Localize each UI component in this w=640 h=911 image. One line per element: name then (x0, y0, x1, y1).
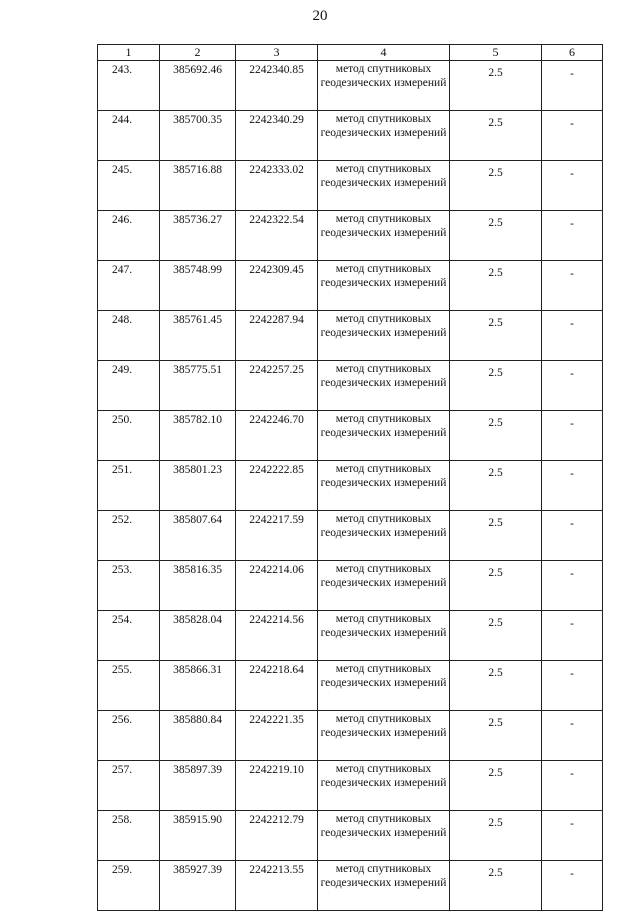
cell-point-number: 255. (98, 661, 160, 711)
cell-accuracy: 2.5 (450, 811, 542, 861)
cell-y-coordinate: 2242287.94 (236, 311, 318, 361)
cell-description: - (542, 661, 603, 711)
cell-accuracy: 2.5 (450, 461, 542, 511)
cell-y-coordinate: 2242212.79 (236, 811, 318, 861)
cell-y-coordinate: 2242246.70 (236, 411, 318, 461)
cell-x-coordinate: 385866.31 (160, 661, 236, 711)
cell-point-number: 245. (98, 161, 160, 211)
cell-y-coordinate: 2242217.59 (236, 511, 318, 561)
table-row (98, 611, 603, 661)
cell-y-coordinate: 2242214.06 (236, 561, 318, 611)
cell-y-coordinate: 2242309.45 (236, 261, 318, 311)
cell-x-coordinate: 385782.10 (160, 411, 236, 461)
cell-description: - (542, 611, 603, 661)
table-row (98, 761, 603, 811)
cell-y-coordinate: 2242213.55 (236, 861, 318, 911)
table-row (98, 661, 603, 711)
cell-accuracy: 2.5 (450, 861, 542, 911)
cell-point-number: 253. (98, 561, 160, 611)
table-body (98, 61, 603, 911)
cell-accuracy: 2.5 (450, 211, 542, 261)
cell-x-coordinate: 385897.39 (160, 761, 236, 811)
cell-y-coordinate: 2242221.35 (236, 711, 318, 761)
cell-description: - (542, 511, 603, 561)
cell-point-number: 251. (98, 461, 160, 511)
cell-accuracy: 2.5 (450, 561, 542, 611)
cell-x-coordinate: 385807.64 (160, 511, 236, 561)
cell-point-number: 244. (98, 111, 160, 161)
header-col-5: 5 (450, 45, 542, 61)
cell-method: метод спутниковых геодезических измерений (318, 461, 450, 511)
cell-method: метод спутниковых геодезических измерений (318, 61, 450, 111)
cell-accuracy: 2.5 (450, 111, 542, 161)
cell-y-coordinate: 2242222.85 (236, 461, 318, 511)
header-col-1: 1 (98, 45, 160, 61)
cell-method: метод спутниковых геодезических измерений (318, 711, 450, 761)
cell-y-coordinate: 2242218.64 (236, 661, 318, 711)
cell-point-number: 249. (98, 361, 160, 411)
cell-point-number: 259. (98, 861, 160, 911)
cell-method: метод спутниковых геодезических измерений (318, 111, 450, 161)
cell-point-number: 252. (98, 511, 160, 561)
cell-x-coordinate: 385692.46 (160, 61, 236, 111)
cell-x-coordinate: 385816.35 (160, 561, 236, 611)
cell-x-coordinate: 385716.88 (160, 161, 236, 211)
cell-x-coordinate: 385801.23 (160, 461, 236, 511)
cell-description: - (542, 311, 603, 361)
cell-x-coordinate: 385880.84 (160, 711, 236, 761)
cell-y-coordinate: 2242322.54 (236, 211, 318, 261)
table-header (98, 45, 603, 61)
cell-description: - (542, 211, 603, 261)
cell-point-number: 257. (98, 761, 160, 811)
header-col-3: 3 (236, 45, 318, 61)
cell-accuracy: 2.5 (450, 711, 542, 761)
cell-x-coordinate: 385828.04 (160, 611, 236, 661)
cell-point-number: 250. (98, 411, 160, 461)
cell-description: - (542, 111, 603, 161)
cell-x-coordinate: 385761.45 (160, 311, 236, 361)
cell-accuracy: 2.5 (450, 261, 542, 311)
cell-accuracy: 2.5 (450, 61, 542, 111)
cell-y-coordinate: 2242333.02 (236, 161, 318, 211)
cell-y-coordinate: 2242340.29 (236, 111, 318, 161)
header-col-6: 6 (542, 45, 603, 61)
cell-method: метод спутниковых геодезических измерений (318, 361, 450, 411)
cell-y-coordinate: 2242340.85 (236, 61, 318, 111)
header-row (98, 45, 603, 61)
cell-description: - (542, 261, 603, 311)
cell-method: метод спутниковых геодезических измерений (318, 661, 450, 711)
cell-description: - (542, 411, 603, 461)
cell-point-number: 247. (98, 261, 160, 311)
cell-accuracy: 2.5 (450, 511, 542, 561)
header-col-4: 4 (318, 45, 450, 61)
cell-method: метод спутниковых геодезических измерений (318, 561, 450, 611)
cell-point-number: 256. (98, 711, 160, 761)
table-row (98, 311, 603, 361)
header-col-2: 2 (160, 45, 236, 61)
table-row (98, 361, 603, 411)
cell-description: - (542, 561, 603, 611)
cell-point-number: 243. (98, 61, 160, 111)
cell-accuracy: 2.5 (450, 361, 542, 411)
table-row (98, 161, 603, 211)
table-row (98, 261, 603, 311)
cell-description: - (542, 711, 603, 761)
cell-description: - (542, 461, 603, 511)
cell-point-number: 258. (98, 811, 160, 861)
cell-description: - (542, 361, 603, 411)
coordinates-table (97, 44, 603, 911)
cell-description: - (542, 861, 603, 911)
cell-description: - (542, 811, 603, 861)
cell-accuracy: 2.5 (450, 661, 542, 711)
cell-point-number: 248. (98, 311, 160, 361)
cell-description: - (542, 761, 603, 811)
cell-method: метод спутниковых геодезических измерений (318, 211, 450, 261)
table-row (98, 461, 603, 511)
cell-x-coordinate: 385736.27 (160, 211, 236, 261)
cell-method: метод спутниковых геодезических измерений (318, 811, 450, 861)
cell-method: метод спутниковых геодезических измерений (318, 261, 450, 311)
cell-y-coordinate: 2242214.56 (236, 611, 318, 661)
cell-accuracy: 2.5 (450, 611, 542, 661)
cell-method: метод спутниковых геодезических измерений (318, 511, 450, 561)
cell-description: - (542, 61, 603, 111)
table-row (98, 61, 603, 111)
table-row (98, 561, 603, 611)
cell-x-coordinate: 385915.90 (160, 811, 236, 861)
table-row (98, 511, 603, 561)
table-row (98, 111, 603, 161)
table-row (98, 211, 603, 261)
cell-y-coordinate: 2242257.25 (236, 361, 318, 411)
cell-x-coordinate: 385748.99 (160, 261, 236, 311)
cell-accuracy: 2.5 (450, 761, 542, 811)
cell-x-coordinate: 385700.35 (160, 111, 236, 161)
cell-point-number: 254. (98, 611, 160, 661)
page-number: 20 (312, 8, 328, 24)
cell-x-coordinate: 385927.39 (160, 861, 236, 911)
table-row (98, 811, 603, 861)
cell-method: метод спутниковых геодезических измерений (318, 161, 450, 211)
cell-method: метод спутниковых геодезических измерений (318, 611, 450, 661)
cell-point-number: 246. (98, 211, 160, 261)
cell-method: метод спутниковых геодезических измерений (318, 761, 450, 811)
cell-accuracy: 2.5 (450, 311, 542, 361)
cell-x-coordinate: 385775.51 (160, 361, 236, 411)
cell-method: метод спутниковых геодезических измерений (318, 311, 450, 361)
table-row (98, 711, 603, 761)
cell-y-coordinate: 2242219.10 (236, 761, 318, 811)
cell-description: - (542, 161, 603, 211)
table-row (98, 861, 603, 911)
table-row (98, 411, 603, 461)
cell-method: метод спутниковых геодезических измерений (318, 411, 450, 461)
cell-accuracy: 2.5 (450, 161, 542, 211)
cell-method: метод спутниковых геодезических измерений (318, 861, 450, 911)
cell-accuracy: 2.5 (450, 411, 542, 461)
